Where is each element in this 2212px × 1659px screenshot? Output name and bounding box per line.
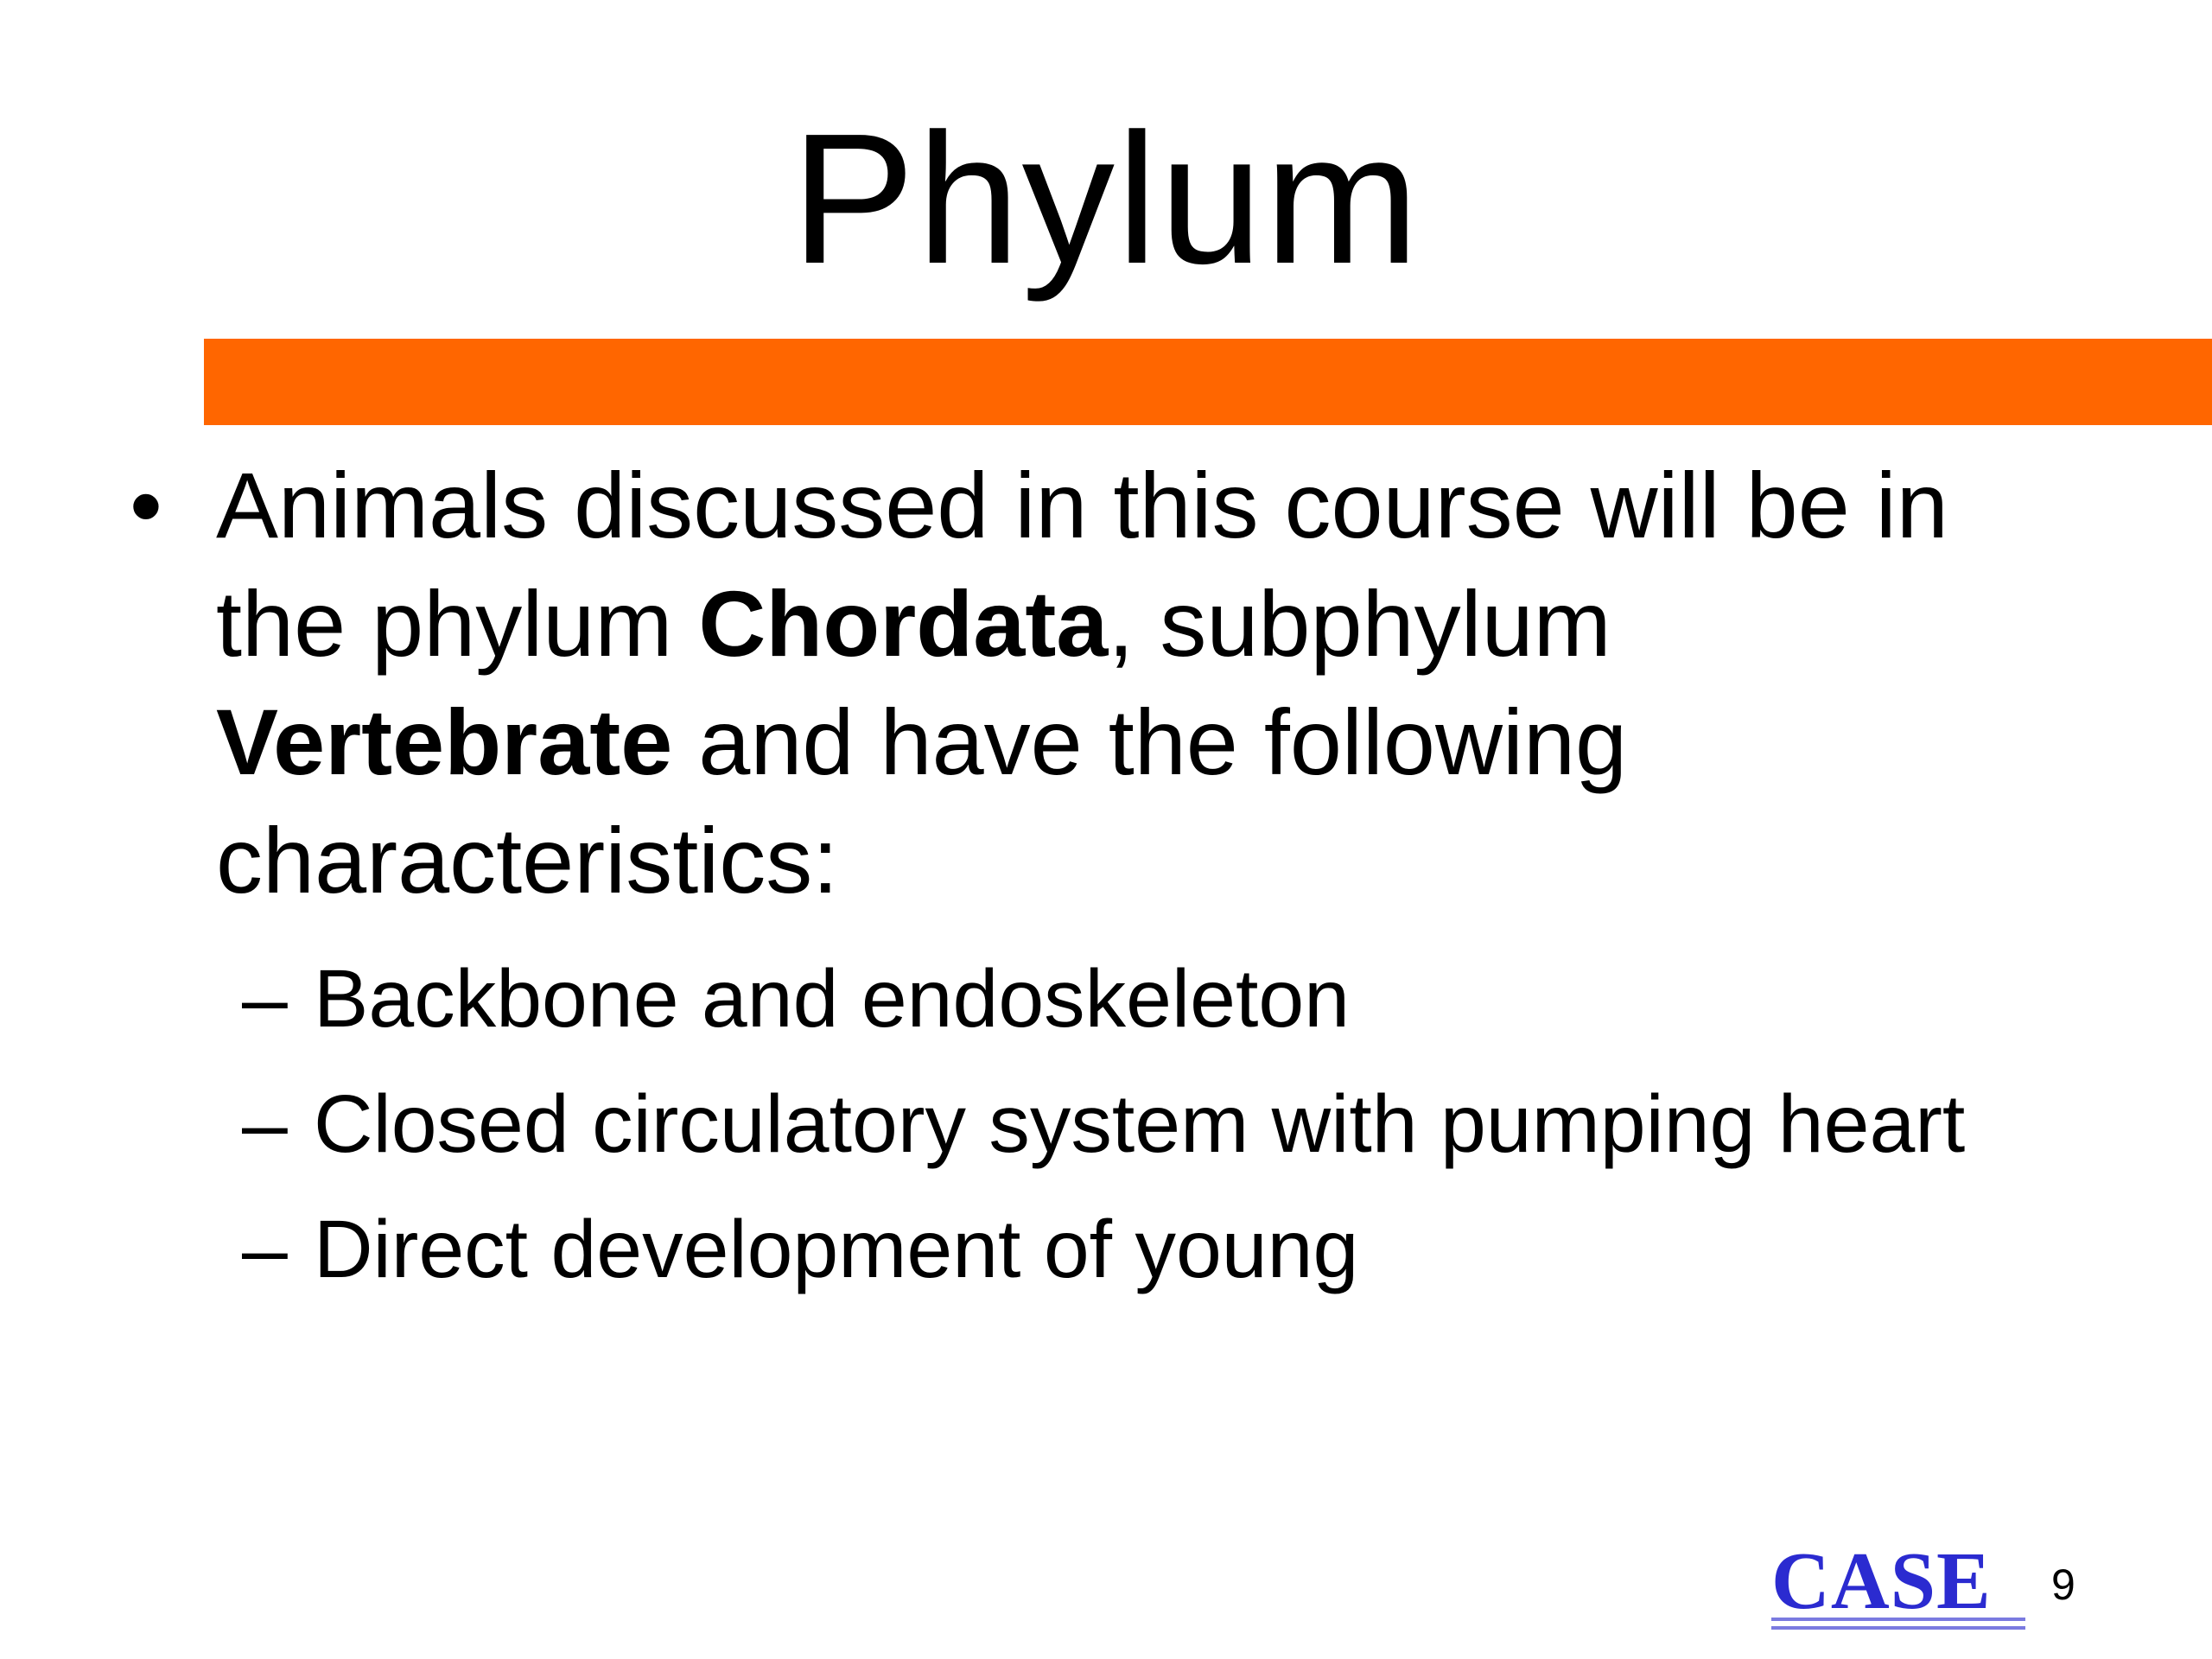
- sub-item: [130, 1062, 2117, 1187]
- sub-item-text: Closed circulatory system with pumping heart: [314, 1078, 1966, 1170]
- bullet-item: [130, 446, 2117, 919]
- dash-marker: –: [242, 1204, 288, 1295]
- logo-underline: [1771, 1618, 2025, 1630]
- sub-list: [130, 937, 2117, 1313]
- page-number: 9: [2051, 1560, 2075, 1609]
- bullet-line-2: [216, 564, 2117, 683]
- dash-marker: –: [242, 953, 288, 1045]
- accent-bar: [204, 339, 2212, 425]
- bullet-text: the phylum: [216, 571, 699, 676]
- bold-term-chordata: Chordata: [698, 571, 1109, 676]
- bullet-line-3: [216, 683, 2117, 801]
- case-logo: CASE: [1771, 1536, 1992, 1626]
- bullet-line-1: [216, 446, 2117, 564]
- bullet-text: characteristics:: [216, 808, 839, 912]
- slide-body: [130, 446, 2117, 1313]
- bold-term-vertebrate: Vertebrate: [216, 690, 673, 794]
- sub-item: [130, 937, 2117, 1062]
- bullet-text: and have the following: [672, 690, 1628, 794]
- dash-marker: –: [242, 1078, 288, 1170]
- bullet-text: , subphylum: [1108, 571, 1611, 676]
- bullet-marker: •: [130, 453, 162, 557]
- bullet-text: Animals discussed in this course will be in: [216, 453, 1948, 557]
- slide-title: Phylum: [791, 94, 1421, 302]
- sub-item-text: Direct development of young: [314, 1204, 1359, 1295]
- sub-item-text: Backbone and endoskeleton: [314, 953, 1351, 1045]
- sub-item: [130, 1187, 2117, 1313]
- bullet-line-4: [216, 801, 2117, 919]
